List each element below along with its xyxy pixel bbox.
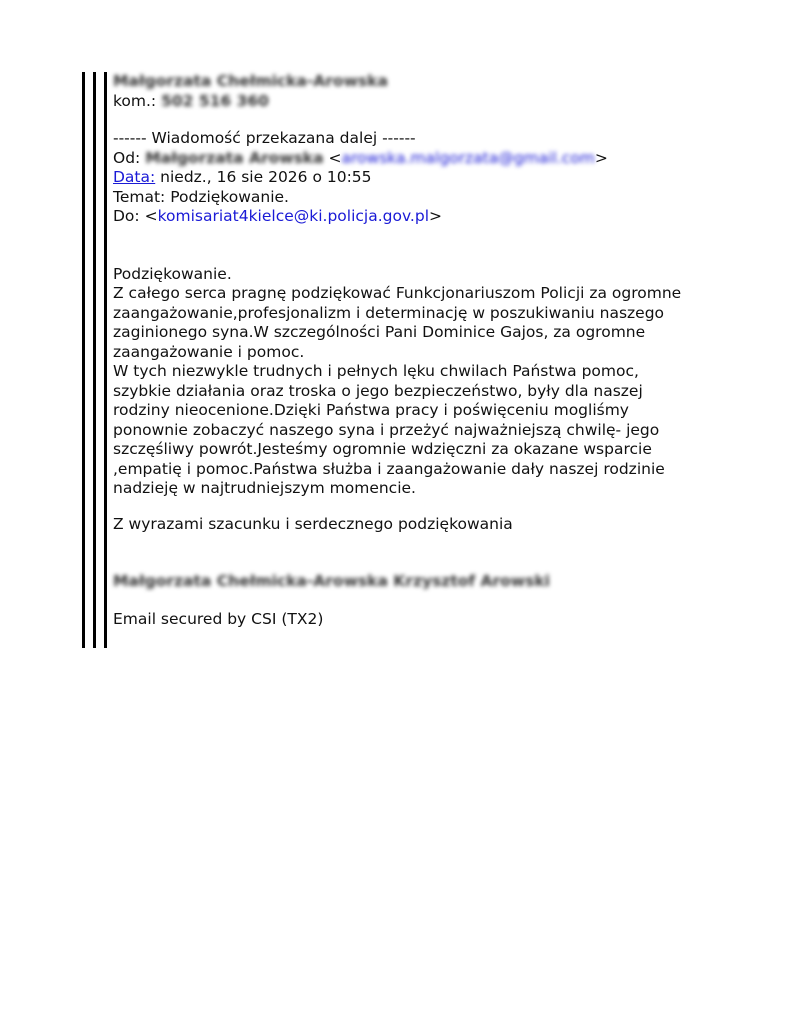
spacer xyxy=(113,499,800,515)
subject-value: Podziękowanie. xyxy=(165,187,289,206)
signature-top-name: Małgorzata Chełmicka-Arowska xyxy=(113,72,388,90)
body-line: Z całego serca pragnę podziękować Funkcjonariuszom Policji za ogromne xyxy=(113,284,682,302)
body-line: szybkie działania oraz troska o jego bezpieczeństwo, były dla naszej xyxy=(113,381,643,400)
quote-bar-outer xyxy=(82,72,85,648)
from-email-open: < xyxy=(328,148,342,167)
subject-label: Temat: xyxy=(113,187,166,206)
to-line xyxy=(113,207,800,227)
spacer xyxy=(113,111,800,129)
to-email-close: > xyxy=(429,207,443,225)
from-email-close: > xyxy=(594,148,608,167)
signature-bottom-names: Małgorzata Chełmicka-Arowska Krzysztof Arowski xyxy=(113,572,550,590)
body-line: rodziny nieocenione.Dzięki Państwa pracy i poświęceniu mogliśmy xyxy=(113,401,629,419)
body-line: ,empatię i pomoc.Państwa służba i zaangażowanie dały naszej rodzinie xyxy=(113,459,665,478)
signature-bottom-line xyxy=(113,572,800,592)
spacer xyxy=(113,592,800,610)
body-line: zaangażowanie i pomoc. xyxy=(113,342,305,361)
body-line: W tych niezwykle trudnych i pełnych lęku chwilach Państwa pomoc, xyxy=(113,362,639,380)
spacer xyxy=(113,227,800,265)
from-label: Od: xyxy=(113,148,141,167)
quote-bar-inner xyxy=(104,72,107,648)
body-line: ponownie zobaczyć naszego syna i przeżyć najważniejszą chwilę- jego xyxy=(113,420,660,439)
date-value: niedz., 16 sie 2026 o 10:55 xyxy=(155,168,372,186)
phone-label: kom.: xyxy=(113,91,157,110)
from-line xyxy=(113,149,800,169)
body-line: Podziękowanie. xyxy=(113,264,232,283)
forward-separator: ------ Wiadomość przekazana dalej ------ xyxy=(113,129,416,147)
quote-bar-middle xyxy=(93,72,96,648)
body-line: zaginionego syna.W szczególności Pani Dominice Gajos, za ogromne xyxy=(113,323,646,341)
from-name: Małgorzata Arowska xyxy=(145,148,324,167)
to-email-link[interactable]: komisariat4kielce@ki.policja.gov.pl xyxy=(157,207,430,225)
signature-top-phone-line xyxy=(113,92,800,112)
to-email-open: < xyxy=(139,207,158,225)
from-email-link[interactable]: arowska.malgorzata@gmail.com xyxy=(341,148,595,167)
body-line: zaangażowanie,profesjonalizm i determinację w poszukiwaniu naszego xyxy=(113,303,665,322)
body-line: szczęśliwy powrót.Jesteśmy ogromnie wdzięczni za okazane wsparcie xyxy=(113,440,652,458)
to-label: Do: xyxy=(113,207,140,225)
email-body xyxy=(113,72,800,629)
body-line: nadzieję w najtrudniejszym momencie. xyxy=(113,479,416,497)
subject-line xyxy=(113,188,800,208)
closing-line: Z wyrazami szacunku i serdecznego podziękowania xyxy=(113,514,513,533)
security-note: Email secured by CSI (TX2) xyxy=(113,609,324,628)
date-line xyxy=(113,168,800,188)
date-label-link[interactable]: Data: xyxy=(113,168,156,186)
phone-number: 502 516 360 xyxy=(161,91,269,110)
signature-top-name-line xyxy=(113,72,800,92)
spacer xyxy=(113,534,800,572)
